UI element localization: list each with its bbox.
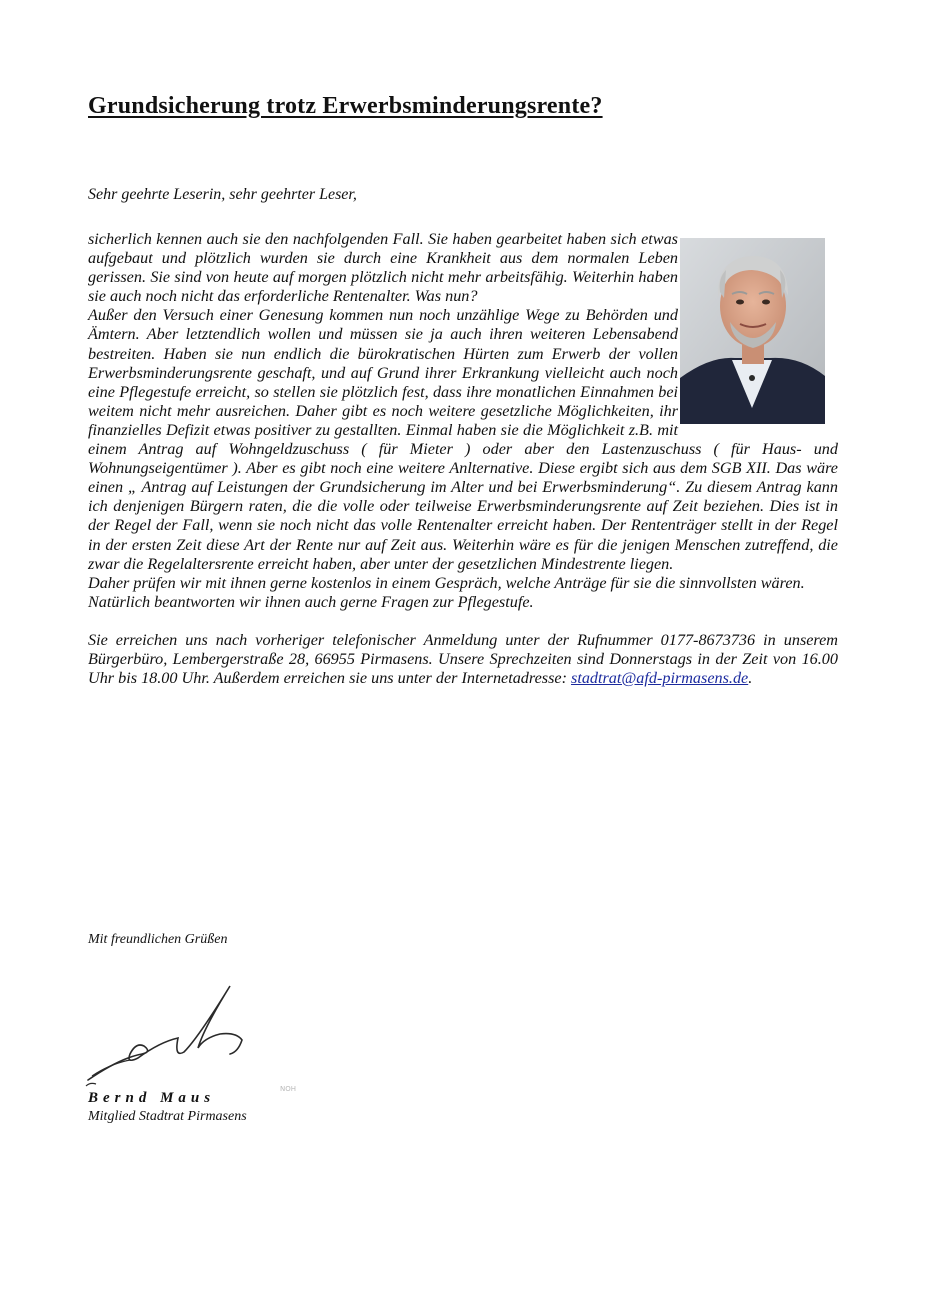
- signer-name: Bernd Maus: [88, 1090, 216, 1106]
- contact-end: .: [748, 669, 753, 688]
- paragraph-main: Außer den Versuch einer Genesung kommen nun noch unzählige Wege zu Behörden und Ämtern. Aber letztendlich wollen und müssen sie ja auch ihren weiteren Lebensabend bestreiten. Haben sie nun endlich die bürokratischen Hürten zum Erwerb der vollen Erwerbsminderungsrente geschaft, und auf Grund ihrer Erkrankung vielleicht auch noch eine Pflegestufe erreicht, so stellen sie plötzlich fest, dass ihre monatlichen Einnahmen bei weitem nicht mehr ausreichen. Daher gibt es noch weitere gesetzliche Möglichkeiten, ihr finanzielles Defizit etwas positiver zu gestallten. Einmal haben sie die Möglichkeit z.B. mit einem Antrag auf Wohngeldzuschuss ( für Mieter ) oder aber den Lastenzuschuss ( für Haus- und Wohnungseigentümer ). Aber es gibt noch eine weitere Anlternative. Diese ergibt sich aus dem SGB XII. Das wäre einen „ Antrag auf Leistungen der Grundsicherung im Alter und bei Erwerbsminderung“. Zu diesem Antrag kann ich denjenigen Bürgern raten, die die volle oder teilweise Erwerbsminderungsrente auf Zeit beziehen. Dies ist in der Regel der Fall, wenn sie noch nicht das volle Rentenalter erreicht haben. Der Rententräger stellt in der Regel in der ersten Zeit diese Art der Rente nur auf Zeit aus. Weiterhin wäre es für die jenigen Menschen zutreffend, die zwar die Regelaltersrente erreicht haben, aber unter der gesetzlichen Mindestrente liegen.: [88, 306, 838, 573]
- paragraph-care: Natürlich beantworten wir ihnen auch gerne Fragen zur Pflegestufe.: [88, 592, 534, 611]
- paragraph-intro: sicherlich kennen auch sie den nachfolgenden Fall. Sie haben gearbeitet haben sich etwas aufgebaut und plötzlich wurden sie durch eine Krankheit aus dem normalen Leben gerissen. Sie sind von heute auf morgen plötzlich nicht mehr arbeitsfähig. Weiterhin haben sie auch noch nicht das erforderliche Rentenalter. Was nun?: [88, 230, 678, 306]
- salutation: Sehr geehrte Leserin, sehr geehrter Leser,: [88, 186, 357, 203]
- closing-line: Mit freundlichen Grüßen: [88, 932, 228, 947]
- paragraph-offer: Daher prüfen wir mit ihnen gerne kostenlos in einem Gespräch, welche Anträge für sie die sinnvollsten wären.: [88, 573, 805, 592]
- paragraph-gap: [88, 612, 838, 631]
- page-title: Grundsicherung trotz Erwerbsminderungsrente?: [88, 93, 603, 119]
- contact-text: Sie erreichen uns nach vorheriger telefonischer Anmeldung unter der Rufnummer 0177-8673736 in unserem Bürgerbüro, Lembergerstraße 28, 66955 Pirmasens. Unsere Sprechzeiten sind Donnerstags in der Zeit von 16.00 Uhr bis 18.00 Uhr. Außerdem erreichen sie uns unter der Internetadresse:: [88, 630, 838, 688]
- handwritten-signature: [80, 968, 280, 1093]
- stamp-mark: NOH: [280, 1085, 297, 1093]
- signature-image: [80, 968, 280, 1093]
- paragraph-contact: [88, 631, 838, 688]
- email-link[interactable]: stadtrat@afd-pirmasens.de: [571, 669, 749, 688]
- signer-role: Mitglied Stadtrat Pirmasens: [88, 1109, 247, 1124]
- letter-body: [88, 230, 838, 688]
- photo-wrap-space: [678, 230, 838, 422]
